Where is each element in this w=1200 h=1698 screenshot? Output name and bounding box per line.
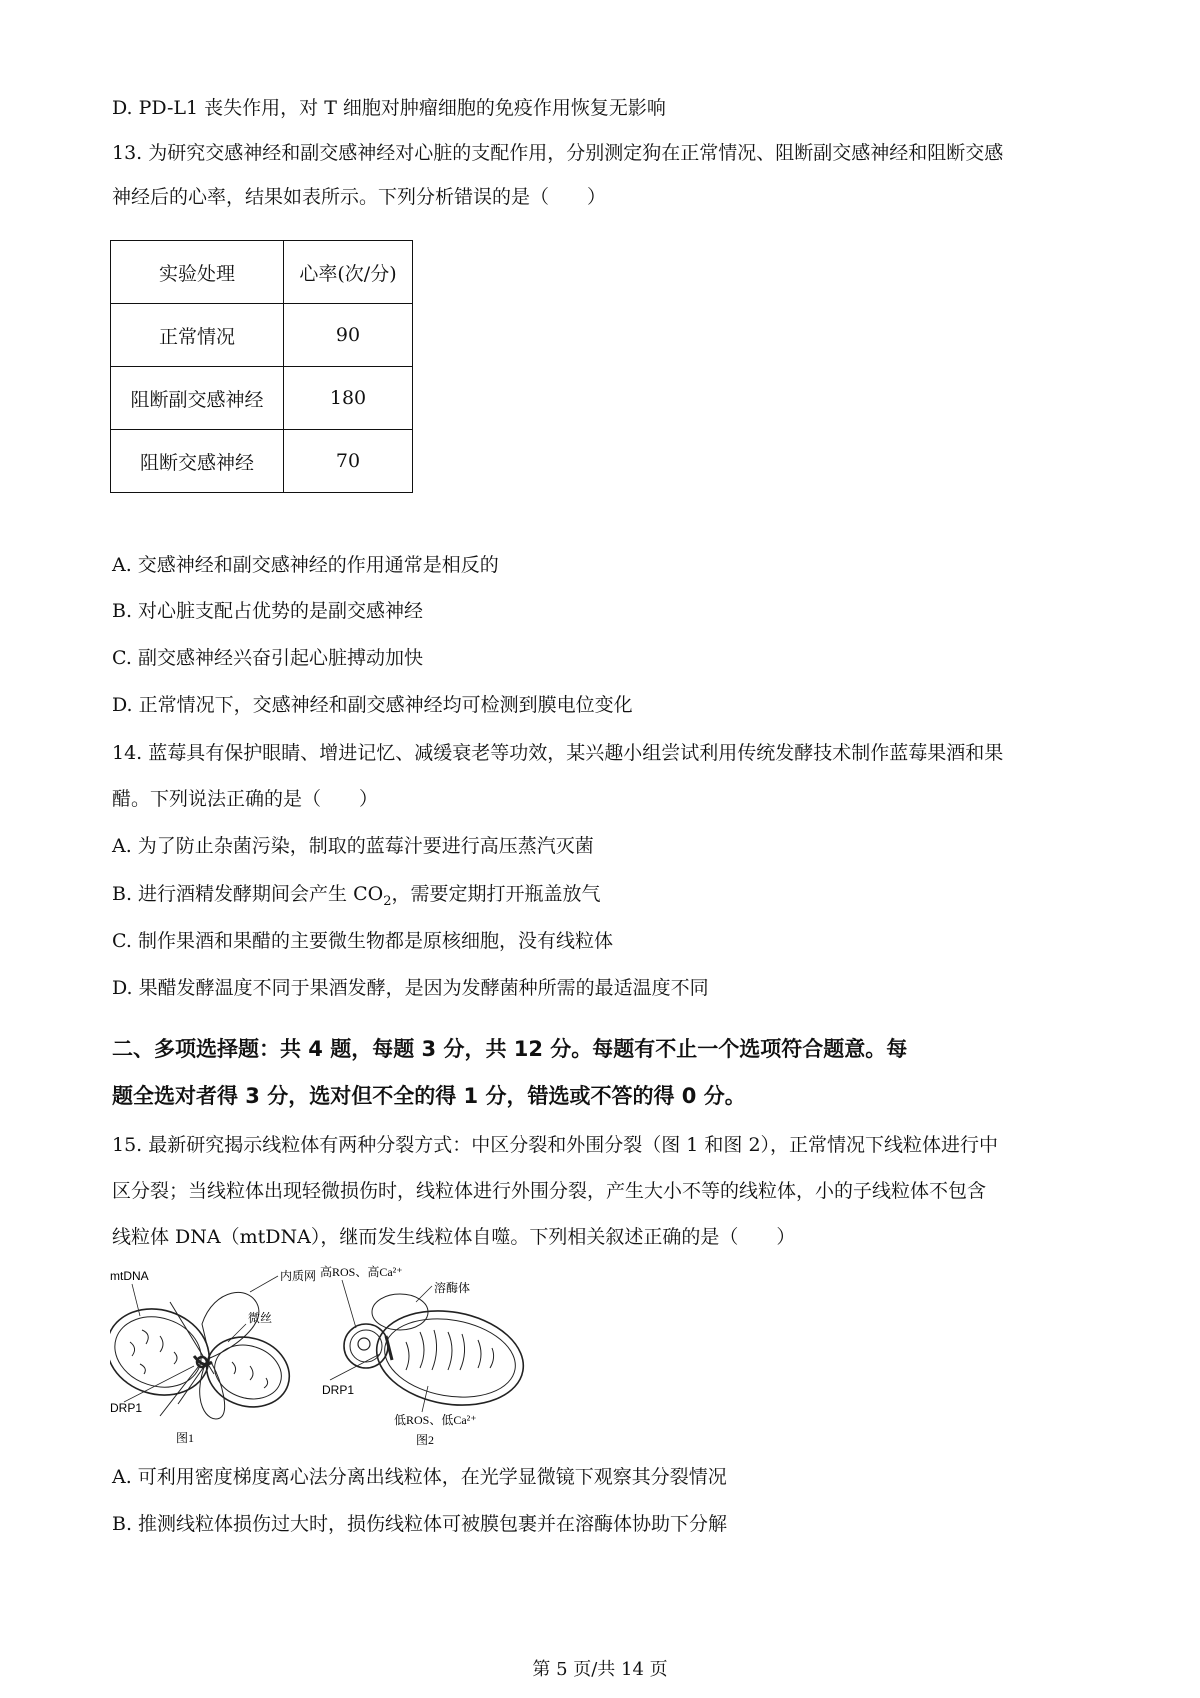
q15-stem-line2: 区分裂；当线粒体出现轻微损伤时，线粒体进行外围分裂，产生大小不等的线粒体，小的子线粒体不包含 bbox=[112, 1180, 987, 1202]
q14-stem-line1: 14. 蓝莓具有保护眼睛、增进记忆、减缓衰老等功效，某兴趣小组尝试利用传统发酵技术制作蓝莓果酒和果 bbox=[112, 742, 1004, 764]
table-header-cell: 实验处理 bbox=[111, 241, 284, 304]
table-row bbox=[111, 304, 413, 367]
q13-option-b: B. 对心脏支配占优势的是副交感神经 bbox=[112, 600, 424, 622]
table-cell: 90 bbox=[284, 304, 413, 367]
heart-rate-table bbox=[110, 240, 413, 493]
section2-heading-line1: 二、多项选择题：共 4 题，每题 3 分，共 12 分。每题有不止一个选项符合题意。每 bbox=[112, 1037, 908, 1061]
fig1-label-mtdna: mtDNA bbox=[110, 1269, 149, 1283]
mitochondria-division-figure bbox=[110, 1262, 530, 1446]
q14-option-d: D. 果醋发酵温度不同于果酒发酵，是因为发酵菌种所需的最适温度不同 bbox=[112, 977, 709, 999]
table-cell: 阻断副交感神经 bbox=[111, 367, 284, 430]
q14-option-b-text-rest: ，需要定期打开瓶盖放气 bbox=[391, 883, 601, 905]
fig1-caption: 图1 bbox=[176, 1431, 195, 1445]
fig1-label-microfilament: 微丝 bbox=[248, 1311, 273, 1325]
q14-option-c: C. 制作果酒和果醋的主要微生物都是原核细胞，没有线粒体 bbox=[112, 930, 613, 952]
fig2-label-lysosome: 溶酶体 bbox=[434, 1281, 471, 1295]
q14-option-b bbox=[112, 881, 601, 915]
q15-option-b: B. 推测线粒体损伤过大时，损伤线粒体可被膜包裹并在溶酶体协助下分解 bbox=[112, 1513, 728, 1535]
fig2-label-high-ros: 高ROS、高Ca²⁺ bbox=[320, 1265, 403, 1279]
q14-option-b-text: B. 进行酒精发酵期间会产生 CO bbox=[112, 883, 384, 905]
figure-1 bbox=[110, 1276, 298, 1419]
q15-stem-line3: 线粒体 DNA（mtDNA），继而发生线粒体自噬。下列相关叙述正确的是（ ） bbox=[112, 1226, 796, 1248]
table-cell: 70 bbox=[284, 430, 413, 493]
fig1-label-er: 内质网 bbox=[280, 1269, 317, 1283]
table-cell: 正常情况 bbox=[111, 304, 284, 367]
q13-stem-line1: 13. 为研究交感神经和副交感神经对心脏的支配作用，分别测定狗在正常情况、阻断副交感神经和阻断交感 bbox=[112, 142, 1004, 164]
q14-option-a: A. 为了防止杂菌污染，制取的蓝莓汁要进行高压蒸汽灭菌 bbox=[112, 835, 594, 857]
table-row bbox=[111, 430, 413, 493]
fig2-label-low-ros: 低ROS、低Ca²⁺ bbox=[394, 1413, 477, 1427]
table-header-row bbox=[111, 241, 413, 304]
fig2-caption: 图2 bbox=[416, 1433, 435, 1446]
table-cell: 180 bbox=[284, 367, 413, 430]
figure-2 bbox=[330, 1280, 530, 1416]
q14-stem-line2: 醋。下列说法正确的是（ ） bbox=[112, 788, 379, 810]
table-header-cell: 心率(次/分) bbox=[284, 241, 413, 304]
page-footer: 第 5 页/共 14 页 bbox=[532, 1659, 668, 1680]
table-row bbox=[111, 367, 413, 430]
q15-stem-line1: 15. 最新研究揭示线粒体有两种分裂方式：中区分裂和外围分裂（图 1 和图 2），正常情况下线粒体进行中 bbox=[112, 1134, 999, 1156]
co2-subscript: 2 bbox=[383, 893, 392, 909]
q13-stem-line2: 神经后的心率，结果如表所示。下列分析错误的是（ ） bbox=[112, 186, 607, 208]
q13-option-a: A. 交感神经和副交感神经的作用通常是相反的 bbox=[112, 554, 499, 576]
fig2-label-drp1: DRP1 bbox=[322, 1383, 355, 1397]
table-cell: 阻断交感神经 bbox=[111, 430, 284, 493]
q13-option-c: C. 副交感神经兴奋引起心脏搏动加快 bbox=[112, 647, 423, 669]
q12-option-d: D. PD-L1 丧失作用，对 T 细胞对肿瘤细胞的免疫作用恢复无影响 bbox=[112, 97, 666, 119]
fig1-label-drp1: DRP1 bbox=[110, 1401, 143, 1415]
q15-option-a: A. 可利用密度梯度离心法分离出线粒体，在光学显微镜下观察其分裂情况 bbox=[112, 1466, 727, 1488]
q13-option-d: D. 正常情况下，交感神经和副交感神经均可检测到膜电位变化 bbox=[112, 694, 633, 716]
section2-heading-line2: 题全选对者得 3 分，选对但不全的得 1 分，错选或不答的得 0 分。 bbox=[112, 1084, 746, 1108]
